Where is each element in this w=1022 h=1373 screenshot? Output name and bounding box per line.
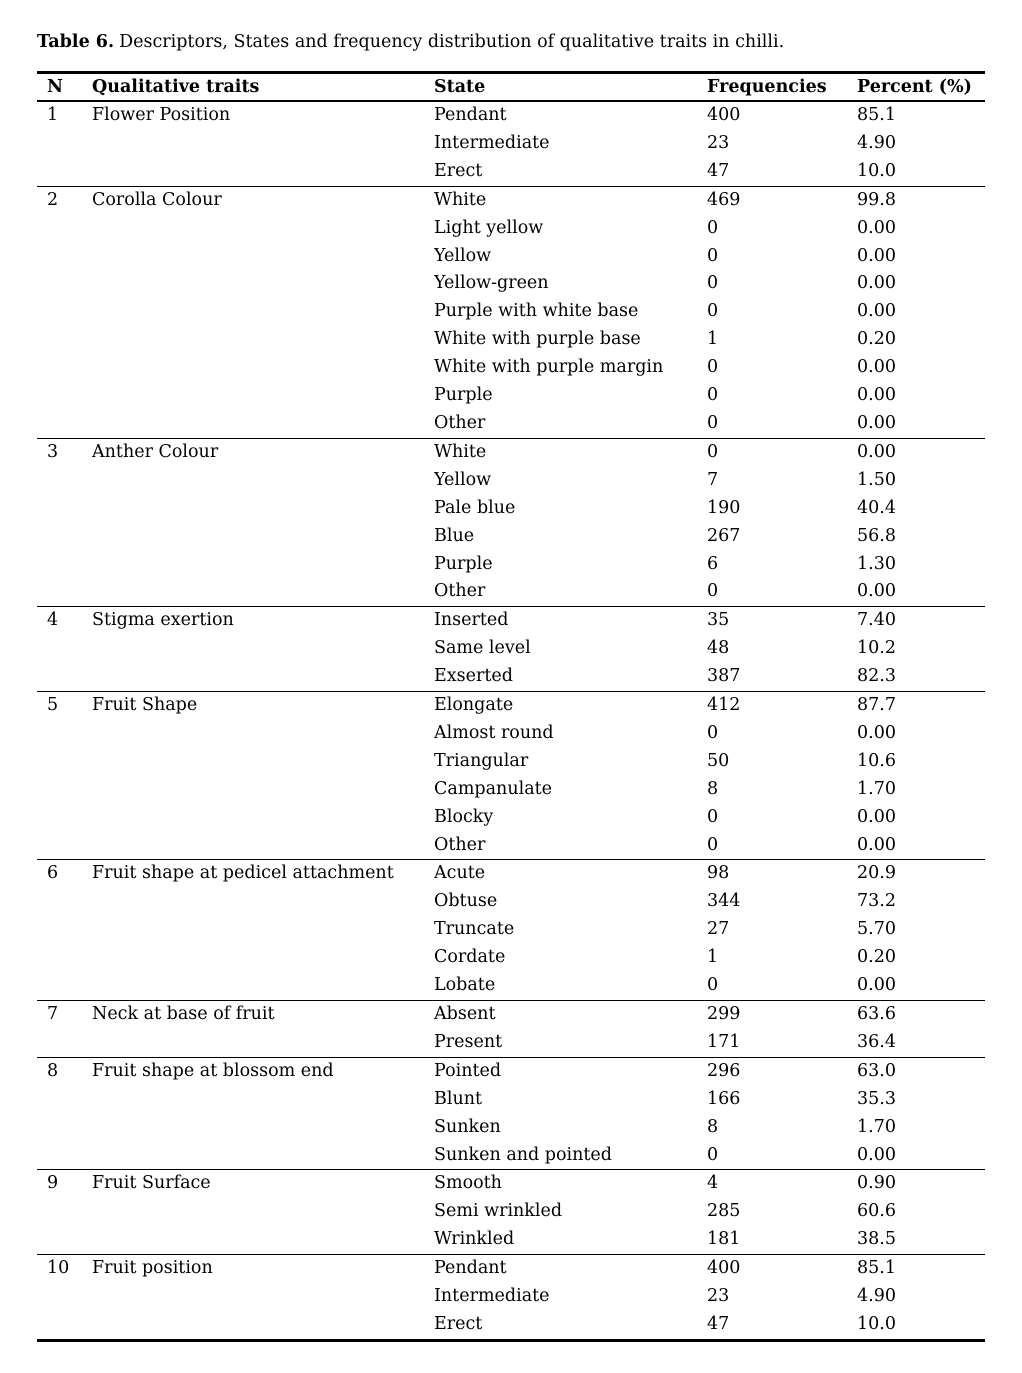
frequency-cell: 400 — [707, 105, 741, 125]
state-cell: Yellow — [434, 245, 492, 266]
percent-cell: 36.4 — [857, 1031, 896, 1052]
state-cell: Obtuse — [434, 891, 498, 912]
trait-name-cell: Fruit shape at pedicel attachment — [92, 863, 394, 884]
percent-cell: 0.00 — [857, 1144, 896, 1165]
table-row — [37, 101, 985, 130]
state-cell: Semi wrinkled — [434, 1201, 563, 1222]
frequency-cell: 0 — [707, 385, 719, 406]
header-qualitative-traits: Qualitative traits — [92, 73, 434, 102]
percent-cell: 0.00 — [857, 273, 896, 294]
trait-name-cell: Fruit shape at blossom end — [92, 1060, 334, 1081]
table-row — [37, 1255, 985, 1283]
state-cell: Elongate — [434, 695, 514, 716]
state-cell: Other — [434, 581, 486, 602]
percent-cell: 0.90 — [857, 1173, 896, 1194]
trait-number-cell: 3 — [47, 441, 59, 462]
percent-cell: 0.00 — [857, 722, 896, 743]
header-state: State — [434, 73, 707, 102]
state-cell: Sunken and pointed — [434, 1144, 612, 1165]
percent-cell: 35.3 — [857, 1088, 896, 1109]
state-cell: Inserted — [434, 610, 509, 631]
percent-cell: 1.70 — [857, 1116, 896, 1137]
frequency-cell: 27 — [707, 919, 730, 940]
frequency-cell: 0 — [707, 834, 719, 855]
percent-cell: 1.50 — [857, 469, 896, 490]
state-cell: Triangular — [434, 750, 529, 771]
trait-name-cell: Fruit Surface — [92, 1173, 211, 1194]
trait-number-cell: 10 — [47, 1258, 70, 1279]
frequency-cell: 0 — [707, 806, 719, 827]
frequency-cell: 181 — [707, 1229, 741, 1250]
table-row — [37, 438, 985, 466]
frequency-cell: 0 — [707, 217, 719, 238]
frequency-cell: 0 — [707, 581, 719, 602]
trait-number-cell: 1 — [47, 105, 59, 125]
trait-number-cell: 6 — [47, 863, 59, 884]
percent-cell: 63.0 — [857, 1060, 896, 1081]
state-cell: Intermediate — [434, 132, 550, 153]
state-cell: Pointed — [434, 1060, 502, 1081]
state-cell: Same level — [434, 638, 531, 659]
frequency-cell: 0 — [707, 273, 719, 294]
percent-cell: 63.6 — [857, 1004, 896, 1024]
frequency-cell: 1 — [707, 947, 719, 968]
trait-group — [37, 860, 985, 1001]
percent-cell: 0.00 — [857, 385, 896, 406]
frequency-cell: 7 — [707, 469, 719, 490]
frequency-cell: 50 — [707, 750, 730, 771]
frequency-cell: 35 — [707, 610, 730, 631]
header-row — [37, 73, 985, 102]
frequency-cell: 0 — [707, 722, 719, 743]
state-cell: Light yellow — [434, 217, 544, 238]
frequency-cell: 1 — [707, 329, 719, 350]
percent-cell: 0.00 — [857, 412, 896, 433]
header-frequencies: Frequencies — [707, 73, 857, 102]
percent-cell: 38.5 — [857, 1229, 896, 1250]
frequency-cell: 23 — [707, 132, 730, 153]
state-cell: Yellow-green — [434, 273, 549, 294]
state-cell: Erect — [434, 160, 483, 181]
frequency-cell: 8 — [707, 1116, 719, 1137]
percent-cell: 0.00 — [857, 245, 896, 266]
percent-cell: 0.20 — [857, 329, 896, 350]
state-cell: Blocky — [434, 806, 494, 827]
trait-group — [37, 1255, 985, 1341]
state-cell: Blunt — [434, 1088, 483, 1109]
trait-group — [37, 186, 985, 438]
frequency-cell: 4 — [707, 1173, 719, 1194]
state-cell: Purple with white base — [434, 301, 639, 322]
trait-number-cell: 2 — [47, 189, 59, 210]
trait-name-cell: Corolla Colour — [92, 189, 222, 210]
trait-group — [37, 1170, 985, 1255]
frequency-cell: 387 — [707, 666, 741, 687]
state-cell: Campanulate — [434, 778, 553, 799]
state-cell: Exserted — [434, 666, 513, 687]
state-cell: Other — [434, 412, 486, 433]
percent-cell: 0.00 — [857, 357, 896, 378]
state-cell: Pendant — [434, 105, 507, 125]
state-cell: Lobate — [434, 975, 496, 996]
frequency-cell: 0 — [707, 412, 719, 433]
percent-cell: 99.8 — [857, 189, 896, 210]
trait-name-cell: Flower Position — [92, 105, 231, 125]
state-cell: Other — [434, 834, 486, 855]
trait-number-cell: 9 — [47, 1173, 59, 1194]
table-caption-label: Table 6. — [37, 32, 115, 52]
state-cell: Purple — [434, 553, 493, 574]
percent-cell: 10.2 — [857, 638, 896, 659]
frequency-cell: 23 — [707, 1286, 730, 1307]
table-row — [37, 607, 985, 635]
trait-name-cell: Neck at base of fruit — [92, 1004, 275, 1024]
frequency-cell: 6 — [707, 553, 719, 574]
frequency-cell: 0 — [707, 245, 719, 266]
state-cell: White with purple margin — [434, 357, 664, 378]
state-cell: Almost round — [434, 722, 554, 743]
percent-cell: 0.00 — [857, 441, 896, 462]
percent-cell: 4.90 — [857, 132, 896, 153]
state-cell: Pendant — [434, 1258, 507, 1279]
state-cell: Pale blue — [434, 497, 516, 518]
trait-number-cell: 7 — [47, 1004, 59, 1024]
trait-number-cell: 5 — [47, 695, 59, 716]
state-cell: Purple — [434, 385, 493, 406]
state-cell: White with purple base — [434, 329, 641, 350]
frequency-cell: 344 — [707, 891, 741, 912]
percent-cell: 87.7 — [857, 695, 896, 716]
table-header — [37, 73, 985, 102]
frequency-cell: 0 — [707, 301, 719, 322]
percent-cell: 56.8 — [857, 525, 896, 546]
percent-cell: 0.00 — [857, 581, 896, 602]
percent-cell: 0.00 — [857, 834, 896, 855]
frequency-cell: 171 — [707, 1031, 741, 1052]
trait-group — [37, 438, 985, 606]
percent-cell: 73.2 — [857, 891, 896, 912]
table-row — [37, 1170, 985, 1198]
frequency-cell: 98 — [707, 863, 730, 884]
frequency-cell: 0 — [707, 975, 719, 996]
percent-cell: 10.0 — [857, 1313, 896, 1334]
frequency-cell: 400 — [707, 1258, 741, 1279]
trait-name-cell: Anther Colour — [92, 441, 219, 462]
trait-number-cell: 8 — [47, 1060, 59, 1081]
percent-cell: 0.00 — [857, 217, 896, 238]
trait-name-cell: Fruit position — [92, 1258, 213, 1279]
frequency-cell: 285 — [707, 1201, 741, 1222]
state-cell: Blue — [434, 525, 475, 546]
header-n: N — [37, 73, 92, 102]
frequency-cell: 166 — [707, 1088, 741, 1109]
frequency-cell: 0 — [707, 441, 719, 462]
frequency-cell: 47 — [707, 1313, 730, 1334]
table-row — [37, 1057, 985, 1085]
percent-cell: 0.00 — [857, 301, 896, 322]
percent-cell: 82.3 — [857, 666, 896, 687]
percent-cell: 0.20 — [857, 947, 896, 968]
percent-cell: 10.6 — [857, 750, 896, 771]
header-percent: Percent (%) — [857, 73, 985, 102]
state-cell: Yellow — [434, 469, 492, 490]
table-caption-text: Descriptors, States and frequency distribution of qualitative traits in chilli. — [119, 32, 785, 52]
percent-cell: 85.1 — [857, 105, 896, 125]
frequency-cell: 48 — [707, 638, 730, 659]
frequency-cell: 190 — [707, 497, 741, 518]
frequency-cell: 0 — [707, 1144, 719, 1165]
trait-group — [37, 607, 985, 692]
frequency-cell: 8 — [707, 778, 719, 799]
frequency-cell: 296 — [707, 1060, 741, 1081]
table-row — [37, 692, 985, 720]
table-row — [37, 1001, 985, 1029]
percent-cell: 10.0 — [857, 160, 896, 181]
table-row — [37, 860, 985, 888]
percent-cell: 0.00 — [857, 806, 896, 827]
percent-cell: 0.00 — [857, 975, 896, 996]
state-cell: Acute — [434, 863, 486, 884]
state-cell: Intermediate — [434, 1286, 550, 1307]
state-cell: Sunken — [434, 1116, 501, 1137]
frequency-cell: 47 — [707, 160, 730, 181]
state-cell: White — [434, 441, 487, 462]
percent-cell: 85.1 — [857, 1258, 896, 1279]
percent-cell: 20.9 — [857, 863, 896, 884]
percent-cell: 5.70 — [857, 919, 896, 940]
frequency-cell: 0 — [707, 357, 719, 378]
trait-group — [37, 101, 985, 186]
percent-cell: 40.4 — [857, 497, 896, 518]
trait-group — [37, 1001, 985, 1058]
trait-number-cell: 4 — [47, 610, 59, 631]
qualitative-traits-table — [37, 71, 985, 1342]
frequency-cell: 412 — [707, 695, 741, 716]
trait-name-cell: Stigma exertion — [92, 610, 234, 631]
table-row — [37, 186, 985, 214]
state-cell: Present — [434, 1031, 503, 1052]
percent-cell: 1.30 — [857, 553, 896, 574]
frequency-cell: 267 — [707, 525, 741, 546]
state-cell: Smooth — [434, 1173, 502, 1194]
percent-cell: 4.90 — [857, 1286, 896, 1307]
state-cell: Erect — [434, 1313, 483, 1334]
percent-cell: 1.70 — [857, 778, 896, 799]
state-cell: Wrinkled — [434, 1229, 515, 1250]
trait-group — [37, 1057, 985, 1170]
percent-cell: 7.40 — [857, 610, 896, 631]
table-caption — [37, 29, 985, 55]
trait-group — [37, 692, 985, 860]
trait-name-cell: Fruit Shape — [92, 695, 198, 716]
percent-cell: 60.6 — [857, 1201, 896, 1222]
frequency-cell: 299 — [707, 1004, 741, 1024]
state-cell: Absent — [434, 1004, 496, 1024]
frequency-cell: 469 — [707, 189, 741, 210]
state-cell: Cordate — [434, 947, 506, 968]
state-cell: White — [434, 189, 487, 210]
state-cell: Truncate — [434, 919, 515, 940]
